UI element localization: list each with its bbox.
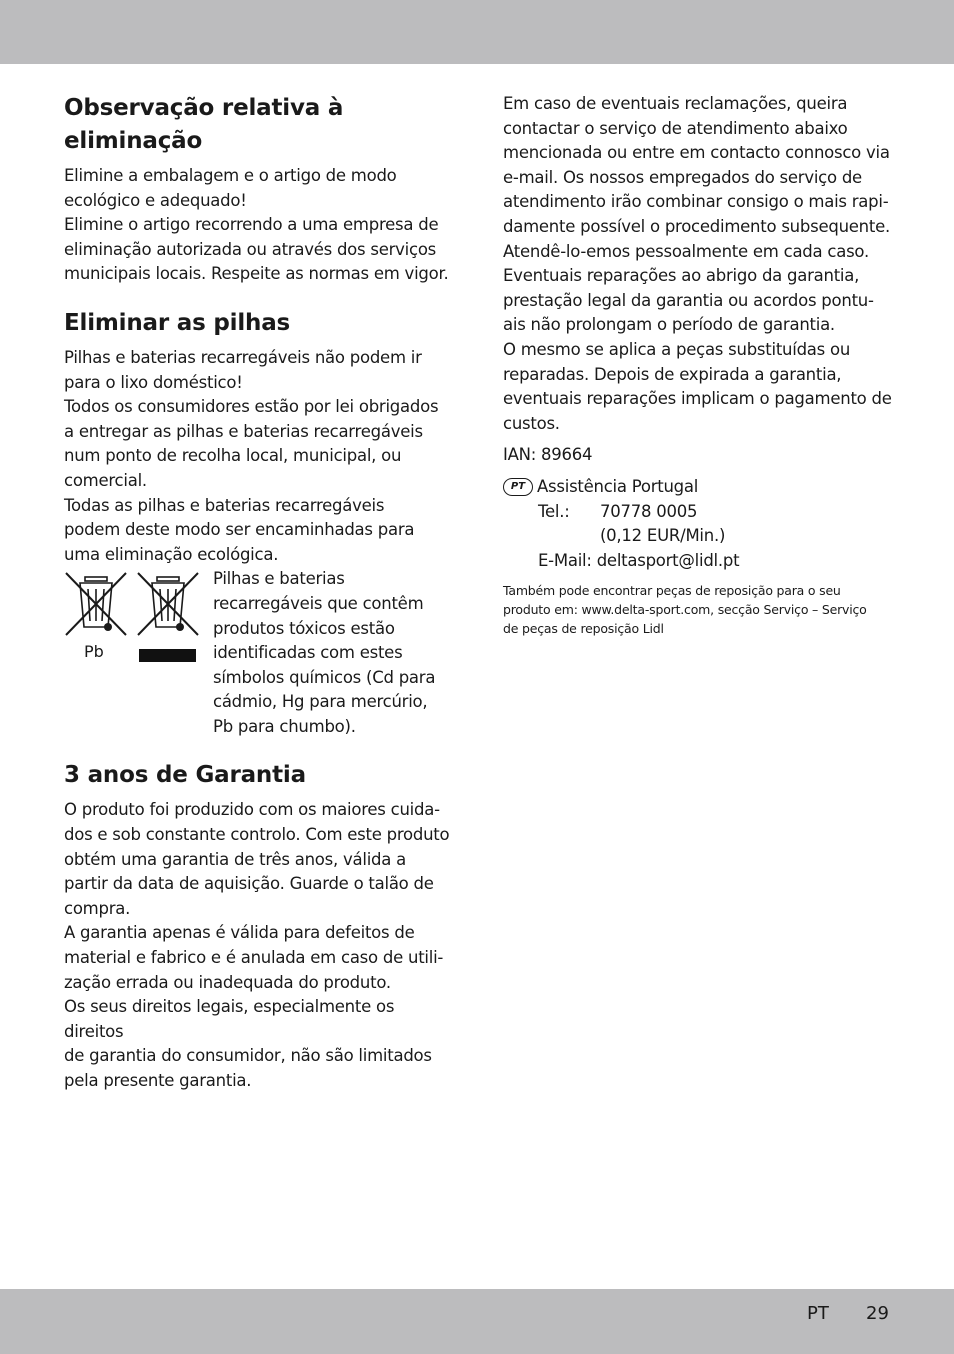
text-line: uma eliminação ecológica. — [64, 544, 279, 564]
text-line: municipais locais. Respeite as normas em vigor. — [64, 264, 449, 284]
text-line: Pilhas e baterias recarregáveis não podem ir — [64, 347, 422, 367]
text-line: e-mail. Os nossos empregados do serviço de — [503, 167, 862, 187]
text-line: O mesmo se aplica a peças substituídas ou — [503, 339, 851, 359]
disposal-text — [64, 164, 454, 287]
batteries-heading: Eliminar as pilhas — [64, 309, 291, 336]
text-line: A garantia apenas é válida para defeitos de — [64, 923, 415, 943]
text-line: de garantia do consumidor, não são limitados — [64, 1046, 432, 1066]
text-line: ecológico e adequado! — [64, 190, 247, 210]
text-line: para o lixo doméstico! — [64, 372, 243, 392]
text-line: contactar o serviço de atendimento abaixo — [503, 118, 848, 138]
claims-text — [503, 92, 893, 436]
text-line: símbolos químicos (Cd para — [213, 667, 436, 687]
text-line: identificadas com estes — [213, 643, 403, 663]
text-line: O produto foi produzido com os maiores cuida- — [64, 800, 440, 820]
text-line: Pilhas e baterias — [213, 569, 345, 589]
battery-symbols — [64, 567, 213, 737]
email-contact: E-Mail: deltasport@lidl.pt — [538, 550, 740, 570]
right-column — [503, 92, 893, 638]
country-badge: PT — [503, 478, 533, 496]
text-line: num ponto de recolha local, municipal, ou — [64, 446, 402, 466]
text-line: podem deste modo ser encaminhadas para — [64, 520, 415, 540]
text-line: a entregar as pilhas e baterias recarregáveis — [64, 421, 423, 441]
batteries-text — [64, 346, 454, 567]
text-line: Os seus direitos legais, especialmente os direitos — [64, 997, 395, 1041]
tel-number: 70778 0005 — [600, 501, 698, 521]
warranty-text — [64, 798, 454, 1093]
chemical-symbol-label: Pb — [84, 642, 104, 662]
black-bar-marker — [139, 649, 196, 662]
crossed-bin-icon — [136, 571, 200, 637]
text-line: Em caso de eventuais reclamações, queira — [503, 94, 848, 113]
crossed-bin-icon — [64, 571, 128, 637]
text-line: mencionada ou entre em contacto connosco via — [503, 143, 890, 163]
text-line: Elimine a embalagem e o artigo de modo — [64, 166, 397, 185]
text-line: Todas as pilhas e baterias recarregáveis — [64, 495, 385, 515]
text-line: Atendê-lo-emos pessoalmente em cada caso. — [503, 241, 869, 261]
text-line: comercial. — [64, 470, 147, 490]
text-line: compra. — [64, 898, 131, 918]
text-line: reparadas. Depois de expirada a garantia, — [503, 364, 842, 384]
tel-price: (0,12 EUR/Min.) — [600, 526, 726, 546]
left-column — [64, 92, 454, 1094]
header-bar — [0, 0, 954, 64]
ian-number: IAN: 89664 — [503, 445, 593, 465]
text-line: produtos tóxicos estão — [213, 618, 395, 638]
text-line: Também pode encontrar peças de reposição para o seu — [503, 583, 841, 599]
text-line: dos e sob constante controlo. Com este produto — [64, 825, 450, 845]
text-line: produto em: www.delta-sport.com, secção Serviço – Serviço — [503, 602, 867, 618]
text-line: Eventuais reparações ao abrigo da garantia, — [503, 266, 860, 286]
text-line: pela presente garantia. — [64, 1071, 252, 1090]
text-line: partir da data de aquisição. Guarde o talão de — [64, 874, 434, 894]
text-line: zação errada ou inadequada do produto. — [64, 972, 391, 992]
text-line: damente possível o procedimento subsequente. — [503, 216, 891, 236]
footer-language: PT — [807, 1303, 829, 1324]
service-name: Assistência Portugal — [537, 476, 699, 496]
text-line: material e fabrico e é anulada em caso de utili- — [64, 948, 444, 968]
text-line: custos. — [503, 413, 560, 433]
battery-symbols-block — [64, 567, 454, 739]
tel-label: Tel.: — [538, 501, 570, 521]
text-line: obtém uma garantia de três anos, válida a — [64, 849, 406, 869]
battery-symbols-text — [213, 567, 454, 739]
text-line: prestação legal da garantia ou acordos pontu- — [503, 290, 874, 310]
text-line: de peças de reposição Lidl — [503, 621, 664, 637]
text-line: atendimento irão combinar consigo o mais rapi- — [503, 192, 889, 212]
text-line: Todos os consumidores estão por lei obrigados — [64, 397, 439, 417]
text-line: ais não prolongam o período de garantia. — [503, 315, 835, 335]
warranty-heading: 3 anos de Garantia — [64, 762, 306, 789]
contact-block — [503, 475, 893, 573]
text-line: eventuais reparações implicam o pagamento de — [503, 389, 892, 409]
page-number: 29 — [866, 1303, 889, 1324]
text-line: Pb para chumbo). — [213, 716, 356, 736]
text-line: eliminação autorizada ou através dos serviços — [64, 239, 437, 259]
disposal-heading: Observação relativa à eliminação — [64, 95, 344, 154]
text-line: cádmio, Hg para mercúrio, — [213, 692, 428, 712]
text-line: recarregáveis que contêm — [213, 593, 424, 613]
spare-parts-note — [503, 581, 893, 638]
text-line: Elimine o artigo recorrendo a uma empresa de — [64, 215, 439, 235]
